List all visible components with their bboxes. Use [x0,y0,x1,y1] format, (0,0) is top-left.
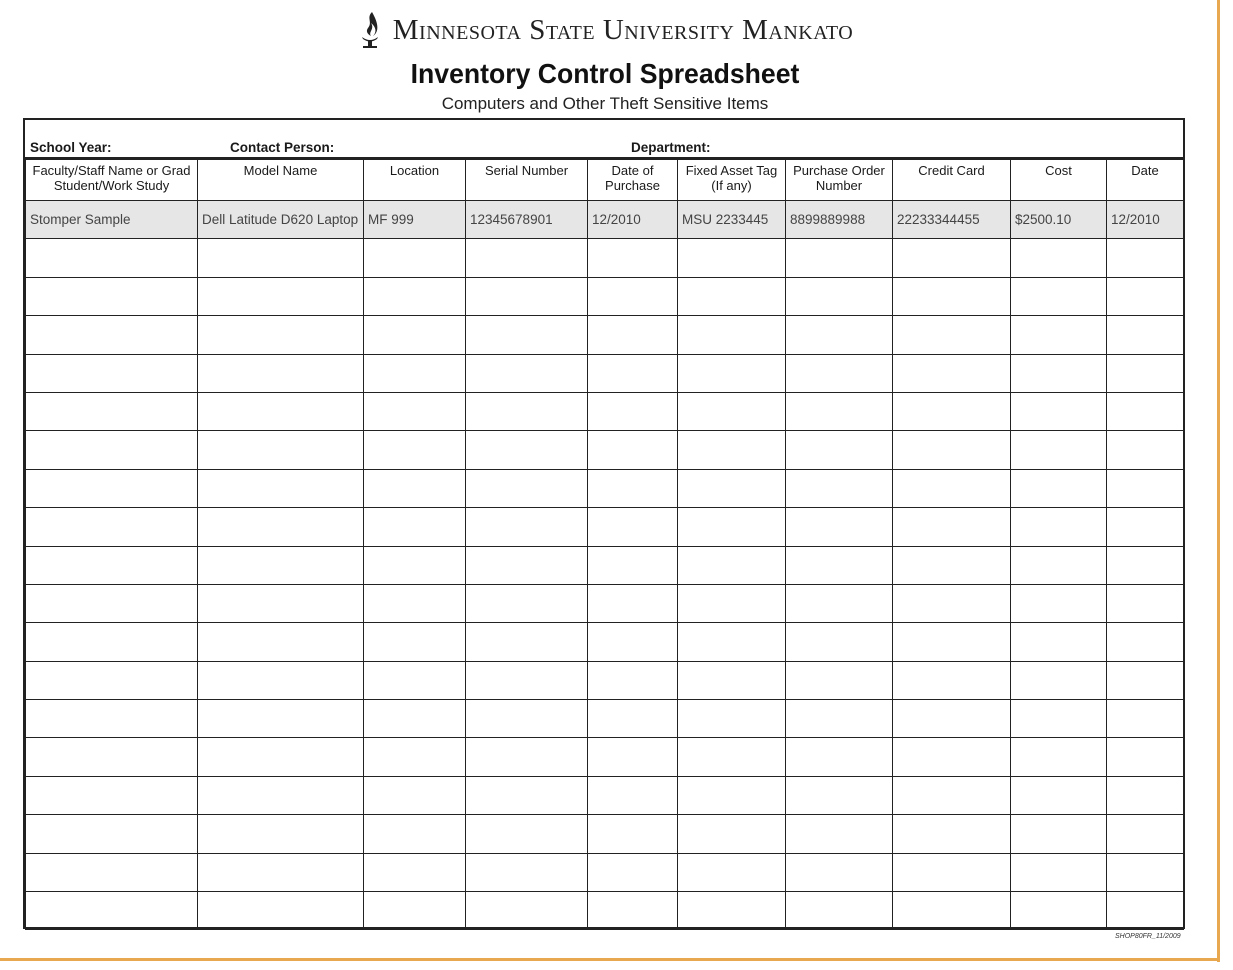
table-row [26,392,1184,430]
table-cell[interactable] [678,892,786,930]
table-cell[interactable] [26,431,198,469]
table-cell[interactable] [466,738,588,776]
table-cell[interactable] [893,316,1011,354]
table-cell[interactable] [678,815,786,853]
table-cell[interactable] [466,623,588,661]
table-cell[interactable]: 12/2010 [1107,201,1184,239]
table-cell[interactable]: 22233344455 [893,201,1011,239]
table-row [26,661,1184,699]
table-cell[interactable] [678,277,786,315]
table-cell[interactable] [893,892,1011,930]
column-header: Fixed Asset Tag (If any) [678,160,786,201]
table-cell[interactable] [1107,892,1184,930]
table-cell[interactable] [364,853,466,891]
table-cell[interactable] [26,738,198,776]
table-cell[interactable] [198,239,364,277]
table-cell[interactable] [466,469,588,507]
table-cell[interactable] [893,277,1011,315]
table-cell[interactable] [1011,700,1107,738]
table-cell[interactable] [26,853,198,891]
table-cell[interactable] [588,853,678,891]
table-cell[interactable] [588,700,678,738]
table-cell[interactable] [466,316,588,354]
table-row [26,239,1184,277]
table-cell[interactable] [364,700,466,738]
table-cell[interactable] [466,239,588,277]
table-cell[interactable] [1011,892,1107,930]
form-code: SHOP80FR_11/2009 [1115,933,1181,940]
table-cell[interactable] [786,469,893,507]
table-cell[interactable] [1107,277,1184,315]
table-cell[interactable] [1107,392,1184,430]
column-header: Faculty/Staff Name or Grad Student/Work Study [26,160,198,201]
table-cell[interactable] [893,546,1011,584]
table-row [26,469,1184,507]
document-header [0,8,1210,114]
table-cell[interactable] [588,469,678,507]
table-cell[interactable] [1011,853,1107,891]
table-cell[interactable] [678,239,786,277]
table-cell[interactable] [678,431,786,469]
table-cell[interactable] [466,661,588,699]
table-cell[interactable] [1011,815,1107,853]
table-cell[interactable] [893,431,1011,469]
table-cell[interactable] [678,316,786,354]
table-cell[interactable] [678,700,786,738]
table-cell[interactable] [198,776,364,814]
table-cell[interactable] [466,853,588,891]
table-cell[interactable] [588,738,678,776]
sample-row [26,201,1184,239]
department-label: Department: [631,140,711,155]
table-cell[interactable] [588,546,678,584]
inventory-sheet [23,118,1185,929]
table-cell[interactable] [26,469,198,507]
table-cell[interactable] [1107,546,1184,584]
table-cell[interactable] [466,546,588,584]
table-cell[interactable] [198,546,364,584]
table-cell[interactable] [1011,431,1107,469]
table-cell[interactable] [364,469,466,507]
table-cell[interactable] [26,316,198,354]
table-cell[interactable] [198,469,364,507]
table-cell[interactable] [198,354,364,392]
table-cell[interactable] [786,546,893,584]
table-cell[interactable] [893,853,1011,891]
column-header: Location [364,160,466,201]
table-cell[interactable] [198,508,364,546]
table-cell[interactable] [893,469,1011,507]
column-header: Purchase Order Number [786,160,893,201]
table-cell[interactable] [364,354,466,392]
table-cell[interactable] [1107,431,1184,469]
table-cell[interactable] [198,623,364,661]
table-cell[interactable] [198,392,364,430]
table-cell[interactable] [893,239,1011,277]
table-cell[interactable] [198,277,364,315]
table-cell[interactable] [786,892,893,930]
table-row [26,776,1184,814]
table-cell[interactable] [198,815,364,853]
table-cell[interactable] [1107,316,1184,354]
table-cell[interactable] [1011,623,1107,661]
table-cell[interactable] [364,661,466,699]
school-year-label: School Year: [30,140,112,155]
table-row [26,508,1184,546]
table-cell[interactable] [678,508,786,546]
table-cell[interactable] [1107,508,1184,546]
table-cell[interactable] [198,853,364,891]
table-cell[interactable] [198,661,364,699]
table-row [26,277,1184,315]
table-row [26,815,1184,853]
table-cell[interactable] [364,239,466,277]
table-cell[interactable] [364,431,466,469]
table-cell[interactable] [678,354,786,392]
table-cell[interactable] [1011,661,1107,699]
table-cell[interactable] [466,892,588,930]
table-cell[interactable] [588,584,678,622]
table-cell[interactable] [588,508,678,546]
table-cell[interactable] [1107,584,1184,622]
table-cell[interactable] [786,738,893,776]
table-cell[interactable] [1011,776,1107,814]
table-cell[interactable] [786,431,893,469]
table-cell[interactable] [893,623,1011,661]
table-cell[interactable] [364,584,466,622]
table-cell[interactable] [588,316,678,354]
table-cell[interactable] [786,354,893,392]
table-cell[interactable] [364,815,466,853]
table-cell[interactable] [26,892,198,930]
table-cell[interactable] [364,546,466,584]
table-cell[interactable] [786,853,893,891]
table-cell[interactable] [588,431,678,469]
table-cell[interactable] [26,661,198,699]
table-cell[interactable] [678,853,786,891]
table-cell[interactable] [198,431,364,469]
table-cell[interactable] [364,277,466,315]
table-cell[interactable] [26,277,198,315]
table-cell[interactable] [588,776,678,814]
table-cell[interactable] [786,623,893,661]
table-cell[interactable] [198,584,364,622]
table-cell[interactable] [786,316,893,354]
table-cell[interactable] [26,623,198,661]
table-cell[interactable] [26,546,198,584]
table-cell[interactable] [198,700,364,738]
column-header: Model Name [198,160,364,201]
column-header: Credit Card [893,160,1011,201]
table-cell[interactable]: 8899889988 [786,201,893,239]
table-cell[interactable] [588,277,678,315]
table-cell[interactable] [466,392,588,430]
table-cell[interactable] [26,700,198,738]
table-cell[interactable]: 12/2010 [588,201,678,239]
table-cell[interactable] [1011,239,1107,277]
table-row [26,623,1184,661]
table-row [26,892,1184,930]
table-cell[interactable] [1011,316,1107,354]
university-name: Minnesota State University Mankato [392,13,854,46]
table-cell[interactable] [786,700,893,738]
table-cell[interactable] [786,815,893,853]
table-cell[interactable] [26,508,198,546]
table-cell[interactable]: 12345678901 [466,201,588,239]
table-cell[interactable] [26,392,198,430]
table-cell[interactable] [893,508,1011,546]
table-cell[interactable] [678,776,786,814]
university-logo-line [0,8,1210,52]
table-cell[interactable] [1107,354,1184,392]
table-cell[interactable] [1107,776,1184,814]
table-cell[interactable] [1107,853,1184,891]
table-cell[interactable] [588,661,678,699]
table-cell[interactable] [588,392,678,430]
table-cell[interactable] [678,661,786,699]
table-cell[interactable] [893,700,1011,738]
contact-person-label: Contact Person: [230,140,335,155]
table-cell[interactable] [893,392,1011,430]
table-cell[interactable] [26,239,198,277]
table-cell[interactable] [678,469,786,507]
table-cell[interactable] [364,776,466,814]
table-cell[interactable]: Stomper Sample [26,201,198,239]
column-header: Cost [1011,160,1107,201]
table-cell[interactable] [1011,469,1107,507]
table-cell[interactable] [466,815,588,853]
table-cell[interactable] [893,354,1011,392]
table-cell[interactable] [364,316,466,354]
table-row [26,316,1184,354]
table-cell[interactable] [364,623,466,661]
table-row [26,700,1184,738]
table-cell[interactable] [588,354,678,392]
table-cell[interactable] [1107,239,1184,277]
table-cell[interactable] [466,508,588,546]
table-cell[interactable] [893,815,1011,853]
table-cell[interactable] [893,584,1011,622]
table-row [26,738,1184,776]
column-header: Date of Purchase [588,160,678,201]
table-cell[interactable] [678,546,786,584]
table-cell[interactable] [466,277,588,315]
table-cell[interactable] [678,738,786,776]
table-cell[interactable] [364,392,466,430]
table-cell[interactable] [786,392,893,430]
table-cell[interactable] [588,815,678,853]
table-cell[interactable] [678,623,786,661]
table-cell[interactable] [26,776,198,814]
table-cell[interactable] [466,700,588,738]
page-subtitle: Computers and Other Theft Sensitive Items [441,94,769,113]
table-cell[interactable] [198,738,364,776]
table-cell[interactable] [893,661,1011,699]
page-edge-bottom [0,958,1220,961]
table-row [26,431,1184,469]
table-row [26,584,1184,622]
table-cell[interactable] [786,239,893,277]
table-cell[interactable] [198,316,364,354]
table-cell[interactable] [364,738,466,776]
form-meta-row [25,120,1183,159]
table-cell[interactable] [1107,623,1184,661]
table-cell[interactable] [466,584,588,622]
table-row [26,354,1184,392]
column-header: Date [1107,160,1184,201]
table-cell[interactable] [1011,277,1107,315]
table-cell[interactable] [786,277,893,315]
table-cell[interactable] [588,239,678,277]
table-cell[interactable]: Dell Latitude D620 Laptop [198,201,364,239]
table-cell[interactable] [786,584,893,622]
table-cell[interactable] [466,776,588,814]
table-cell[interactable] [893,738,1011,776]
table-cell[interactable] [678,584,786,622]
table-cell[interactable] [1107,469,1184,507]
table-cell[interactable] [678,392,786,430]
table-cell[interactable] [1011,392,1107,430]
table-cell[interactable] [198,892,364,930]
page-title: Inventory Control Spreadsheet [410,58,800,89]
torch-flame-icon [357,10,383,50]
table-row [26,853,1184,891]
table-cell[interactable]: MF 999 [364,201,466,239]
table-cell[interactable] [786,508,893,546]
table-cell[interactable] [26,584,198,622]
table-row [26,546,1184,584]
table-cell[interactable] [1107,661,1184,699]
table-cell[interactable] [786,776,893,814]
table-cell[interactable] [364,892,466,930]
table-cell[interactable] [1107,700,1184,738]
table-cell[interactable] [26,354,198,392]
table-cell[interactable] [466,354,588,392]
table-cell[interactable]: MSU 2233445 [678,201,786,239]
table-cell[interactable] [1011,738,1107,776]
table-cell[interactable] [1107,815,1184,853]
table-cell[interactable] [786,661,893,699]
table-cell[interactable] [588,623,678,661]
table-header-row [26,160,1184,201]
table-cell[interactable] [26,815,198,853]
table-cell[interactable] [1011,546,1107,584]
table-cell[interactable] [364,508,466,546]
table-cell[interactable] [466,431,588,469]
table-cell[interactable] [1011,584,1107,622]
table-cell[interactable]: $2500.10 [1011,201,1107,239]
table-cell[interactable] [1107,738,1184,776]
table-cell[interactable] [893,776,1011,814]
table-cell[interactable] [1011,354,1107,392]
table-cell[interactable] [588,892,678,930]
column-header: Serial Number [466,160,588,201]
inventory-table [25,159,1184,930]
table-cell[interactable] [1011,508,1107,546]
page-edge-right [1217,0,1220,962]
